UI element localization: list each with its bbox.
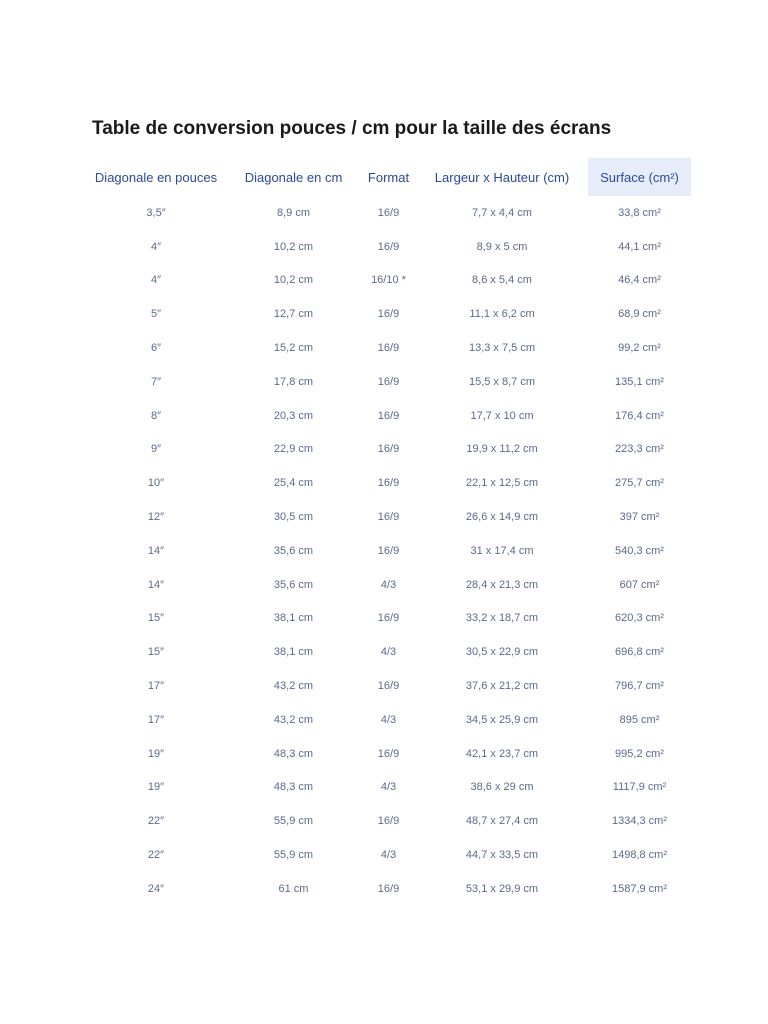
cell-surface: 99,2 cm²: [618, 342, 661, 355]
table-row: [86, 500, 691, 534]
cell-width-height: 15,5 x 8,7 cm: [468, 375, 536, 388]
table-row: [86, 399, 691, 433]
cell-diagonal-cm: 10,2 cm: [273, 240, 314, 253]
cell-format: 4/3: [380, 646, 397, 659]
table-row: [86, 297, 691, 331]
cell-surface: 223,3 cm²: [615, 443, 664, 456]
cell-surface: 620,3 cm²: [615, 612, 664, 625]
cell-surface: 1498,8 cm²: [611, 849, 668, 862]
cell-width-height: 8,6 x 5,4 cm: [472, 274, 532, 287]
cell-format: 16/9: [377, 375, 400, 388]
cell-width-height: 48,7 x 27,4 cm: [465, 815, 539, 828]
cell-format: 16/9: [377, 342, 400, 355]
cell-diagonal-cm: 20,3 cm: [273, 409, 314, 422]
header-format: Format: [367, 169, 410, 185]
cell-diagonal-inches: 14″: [147, 578, 165, 591]
cell-diagonal-cm: 61 cm: [278, 882, 309, 895]
table-row: [86, 331, 691, 365]
table-header-row: [86, 158, 691, 196]
cell-diagonal-cm: 48,3 cm: [273, 781, 314, 794]
cell-diagonal-inches: 19″: [147, 747, 165, 760]
cell-format: 4/3: [380, 849, 397, 862]
cell-format: 16/9: [377, 882, 400, 895]
cell-width-height: 8,9 x 5 cm: [476, 240, 528, 253]
cell-width-height: 26,6 x 14,9 cm: [465, 511, 539, 524]
cell-diagonal-inches: 5″: [150, 308, 161, 321]
cell-diagonal-inches: 9″: [150, 443, 161, 456]
table-row: [86, 433, 691, 467]
cell-surface: 1117,9 cm²: [612, 781, 667, 794]
table-row: [86, 534, 691, 568]
cell-diagonal-cm: 30,5 cm: [273, 511, 314, 524]
cell-diagonal-inches: 15″: [147, 646, 165, 659]
cell-diagonal-cm: 55,9 cm: [273, 815, 314, 828]
cell-diagonal-cm: 12,7 cm: [273, 308, 314, 321]
cell-surface: 607 cm²: [619, 578, 660, 591]
table-row: [86, 804, 691, 838]
table-row: [86, 196, 691, 230]
cell-diagonal-inches: 3,5″: [146, 206, 166, 219]
cell-format: 16/9: [377, 308, 400, 321]
table-body: [86, 196, 691, 906]
cell-surface: 895 cm²: [619, 713, 660, 726]
header-diagonal-cm: Diagonale en cm: [244, 169, 343, 185]
cell-format: 16/10 *: [371, 274, 406, 287]
cell-diagonal-cm: 48,3 cm: [273, 747, 314, 760]
cell-diagonal-inches: 6″: [150, 342, 161, 355]
conversion-table: [86, 158, 691, 906]
cell-surface: 46,4 cm²: [618, 274, 661, 287]
cell-diagonal-cm: 22,9 cm: [273, 443, 314, 456]
cell-width-height: 13,3 x 7,5 cm: [468, 342, 536, 355]
cell-diagonal-inches: 10″: [147, 477, 165, 490]
cell-format: 16/9: [377, 544, 400, 557]
header-width-height: Largeur x Hauteur (cm): [434, 169, 570, 185]
cell-diagonal-inches: 14″: [147, 544, 165, 557]
cell-width-height: 34,5 x 25,9 cm: [465, 713, 539, 726]
cell-diagonal-cm: 35,6 cm: [273, 544, 314, 557]
cell-diagonal-cm: 8,9 cm: [276, 206, 310, 219]
cell-width-height: 31 x 17,4 cm: [470, 544, 534, 557]
cell-diagonal-inches: 4″: [150, 274, 161, 287]
cell-width-height: 37,6 x 21,2 cm: [465, 680, 539, 693]
cell-width-height: 28,4 x 21,3 cm: [465, 578, 539, 591]
cell-diagonal-cm: 38,1 cm: [273, 612, 314, 625]
header-diagonal-inches: Diagonale en pouces: [94, 169, 218, 185]
cell-diagonal-cm: 55,9 cm: [273, 849, 314, 862]
cell-diagonal-cm: 17,8 cm: [273, 375, 314, 388]
cell-surface: 1587,9 cm²: [611, 882, 668, 895]
cell-format: 16/9: [377, 511, 400, 524]
cell-surface: 68,9 cm²: [618, 308, 661, 321]
cell-surface: 995,2 cm²: [615, 747, 664, 760]
cell-diagonal-cm: 38,1 cm: [273, 646, 314, 659]
cell-diagonal-cm: 43,2 cm: [273, 680, 314, 693]
table-row: [86, 264, 691, 298]
table-row: [86, 737, 691, 771]
cell-width-height: 33,2 x 18,7 cm: [465, 612, 539, 625]
cell-format: 4/3: [380, 781, 397, 794]
cell-width-height: 42,1 x 23,7 cm: [465, 747, 539, 760]
cell-surface: 176,4 cm²: [615, 409, 664, 422]
cell-diagonal-inches: 7″: [150, 375, 161, 388]
cell-format: 16/9: [377, 443, 400, 456]
cell-format: 16/9: [377, 680, 400, 693]
cell-surface: 44,1 cm²: [618, 240, 661, 253]
table-row: [86, 872, 691, 906]
cell-surface: 135,1 cm²: [615, 375, 664, 388]
cell-surface: 540,3 cm²: [615, 544, 664, 557]
cell-diagonal-cm: 15,2 cm: [273, 342, 314, 355]
cell-diagonal-cm: 35,6 cm: [273, 578, 314, 591]
cell-surface: 33,8 cm²: [618, 206, 661, 219]
cell-diagonal-inches: 19″: [147, 781, 165, 794]
cell-width-height: 38,6 x 29 cm: [470, 781, 534, 794]
cell-width-height: 22,1 x 12,5 cm: [465, 477, 539, 490]
cell-diagonal-inches: 15″: [147, 612, 165, 625]
cell-diagonal-cm: 10,2 cm: [273, 274, 314, 287]
table-row: [86, 466, 691, 500]
cell-surface: 275,7 cm²: [615, 477, 664, 490]
table-row: [86, 568, 691, 602]
cell-width-height: 53,1 x 29,9 cm: [465, 882, 539, 895]
cell-surface: 796,7 cm²: [615, 680, 664, 693]
cell-width-height: 7,7 x 4,4 cm: [472, 206, 532, 219]
cell-diagonal-inches: 4″: [150, 240, 161, 253]
cell-width-height: 11,1 x 6,2 cm: [469, 308, 535, 321]
cell-format: 16/9: [377, 815, 400, 828]
cell-width-height: 44,7 x 33,5 cm: [465, 849, 539, 862]
table-row: [86, 635, 691, 669]
cell-diagonal-cm: 43,2 cm: [273, 713, 314, 726]
cell-surface: 397 cm²: [619, 511, 660, 524]
table-row: [86, 838, 691, 872]
cell-diagonal-inches: 17″: [147, 680, 165, 693]
table-row: [86, 365, 691, 399]
cell-diagonal-inches: 22″: [147, 849, 165, 862]
table-row: [86, 602, 691, 636]
table-row: [86, 703, 691, 737]
cell-surface: 1334,3 cm²: [611, 815, 668, 828]
cell-format: 16/9: [377, 206, 400, 219]
cell-diagonal-inches: 22″: [147, 815, 165, 828]
cell-diagonal-inches: 8″: [150, 409, 161, 422]
cell-width-height: 19,9 x 11,2 cm: [466, 443, 538, 456]
cell-diagonal-inches: 24″: [147, 882, 165, 895]
cell-format: 16/9: [377, 612, 400, 625]
cell-width-height: 30,5 x 22,9 cm: [465, 646, 539, 659]
page-title: Table de conversion pouces / cm pour la taille des écrans: [92, 118, 612, 139]
cell-format: 16/9: [377, 747, 400, 760]
cell-format: 16/9: [377, 477, 400, 490]
cell-format: 16/9: [377, 240, 400, 253]
header-surface: Surface (cm²): [588, 158, 691, 196]
table-row: [86, 771, 691, 805]
cell-diagonal-inches: 17″: [147, 713, 165, 726]
cell-diagonal-inches: 12″: [147, 511, 165, 524]
cell-format: 16/9: [377, 409, 400, 422]
cell-surface: 696,8 cm²: [615, 646, 664, 659]
table-row: [86, 669, 691, 703]
cell-format: 4/3: [380, 713, 397, 726]
cell-width-height: 17,7 x 10 cm: [470, 409, 534, 422]
cell-format: 4/3: [380, 578, 397, 591]
table-row: [86, 230, 691, 264]
cell-diagonal-cm: 25,4 cm: [273, 477, 314, 490]
